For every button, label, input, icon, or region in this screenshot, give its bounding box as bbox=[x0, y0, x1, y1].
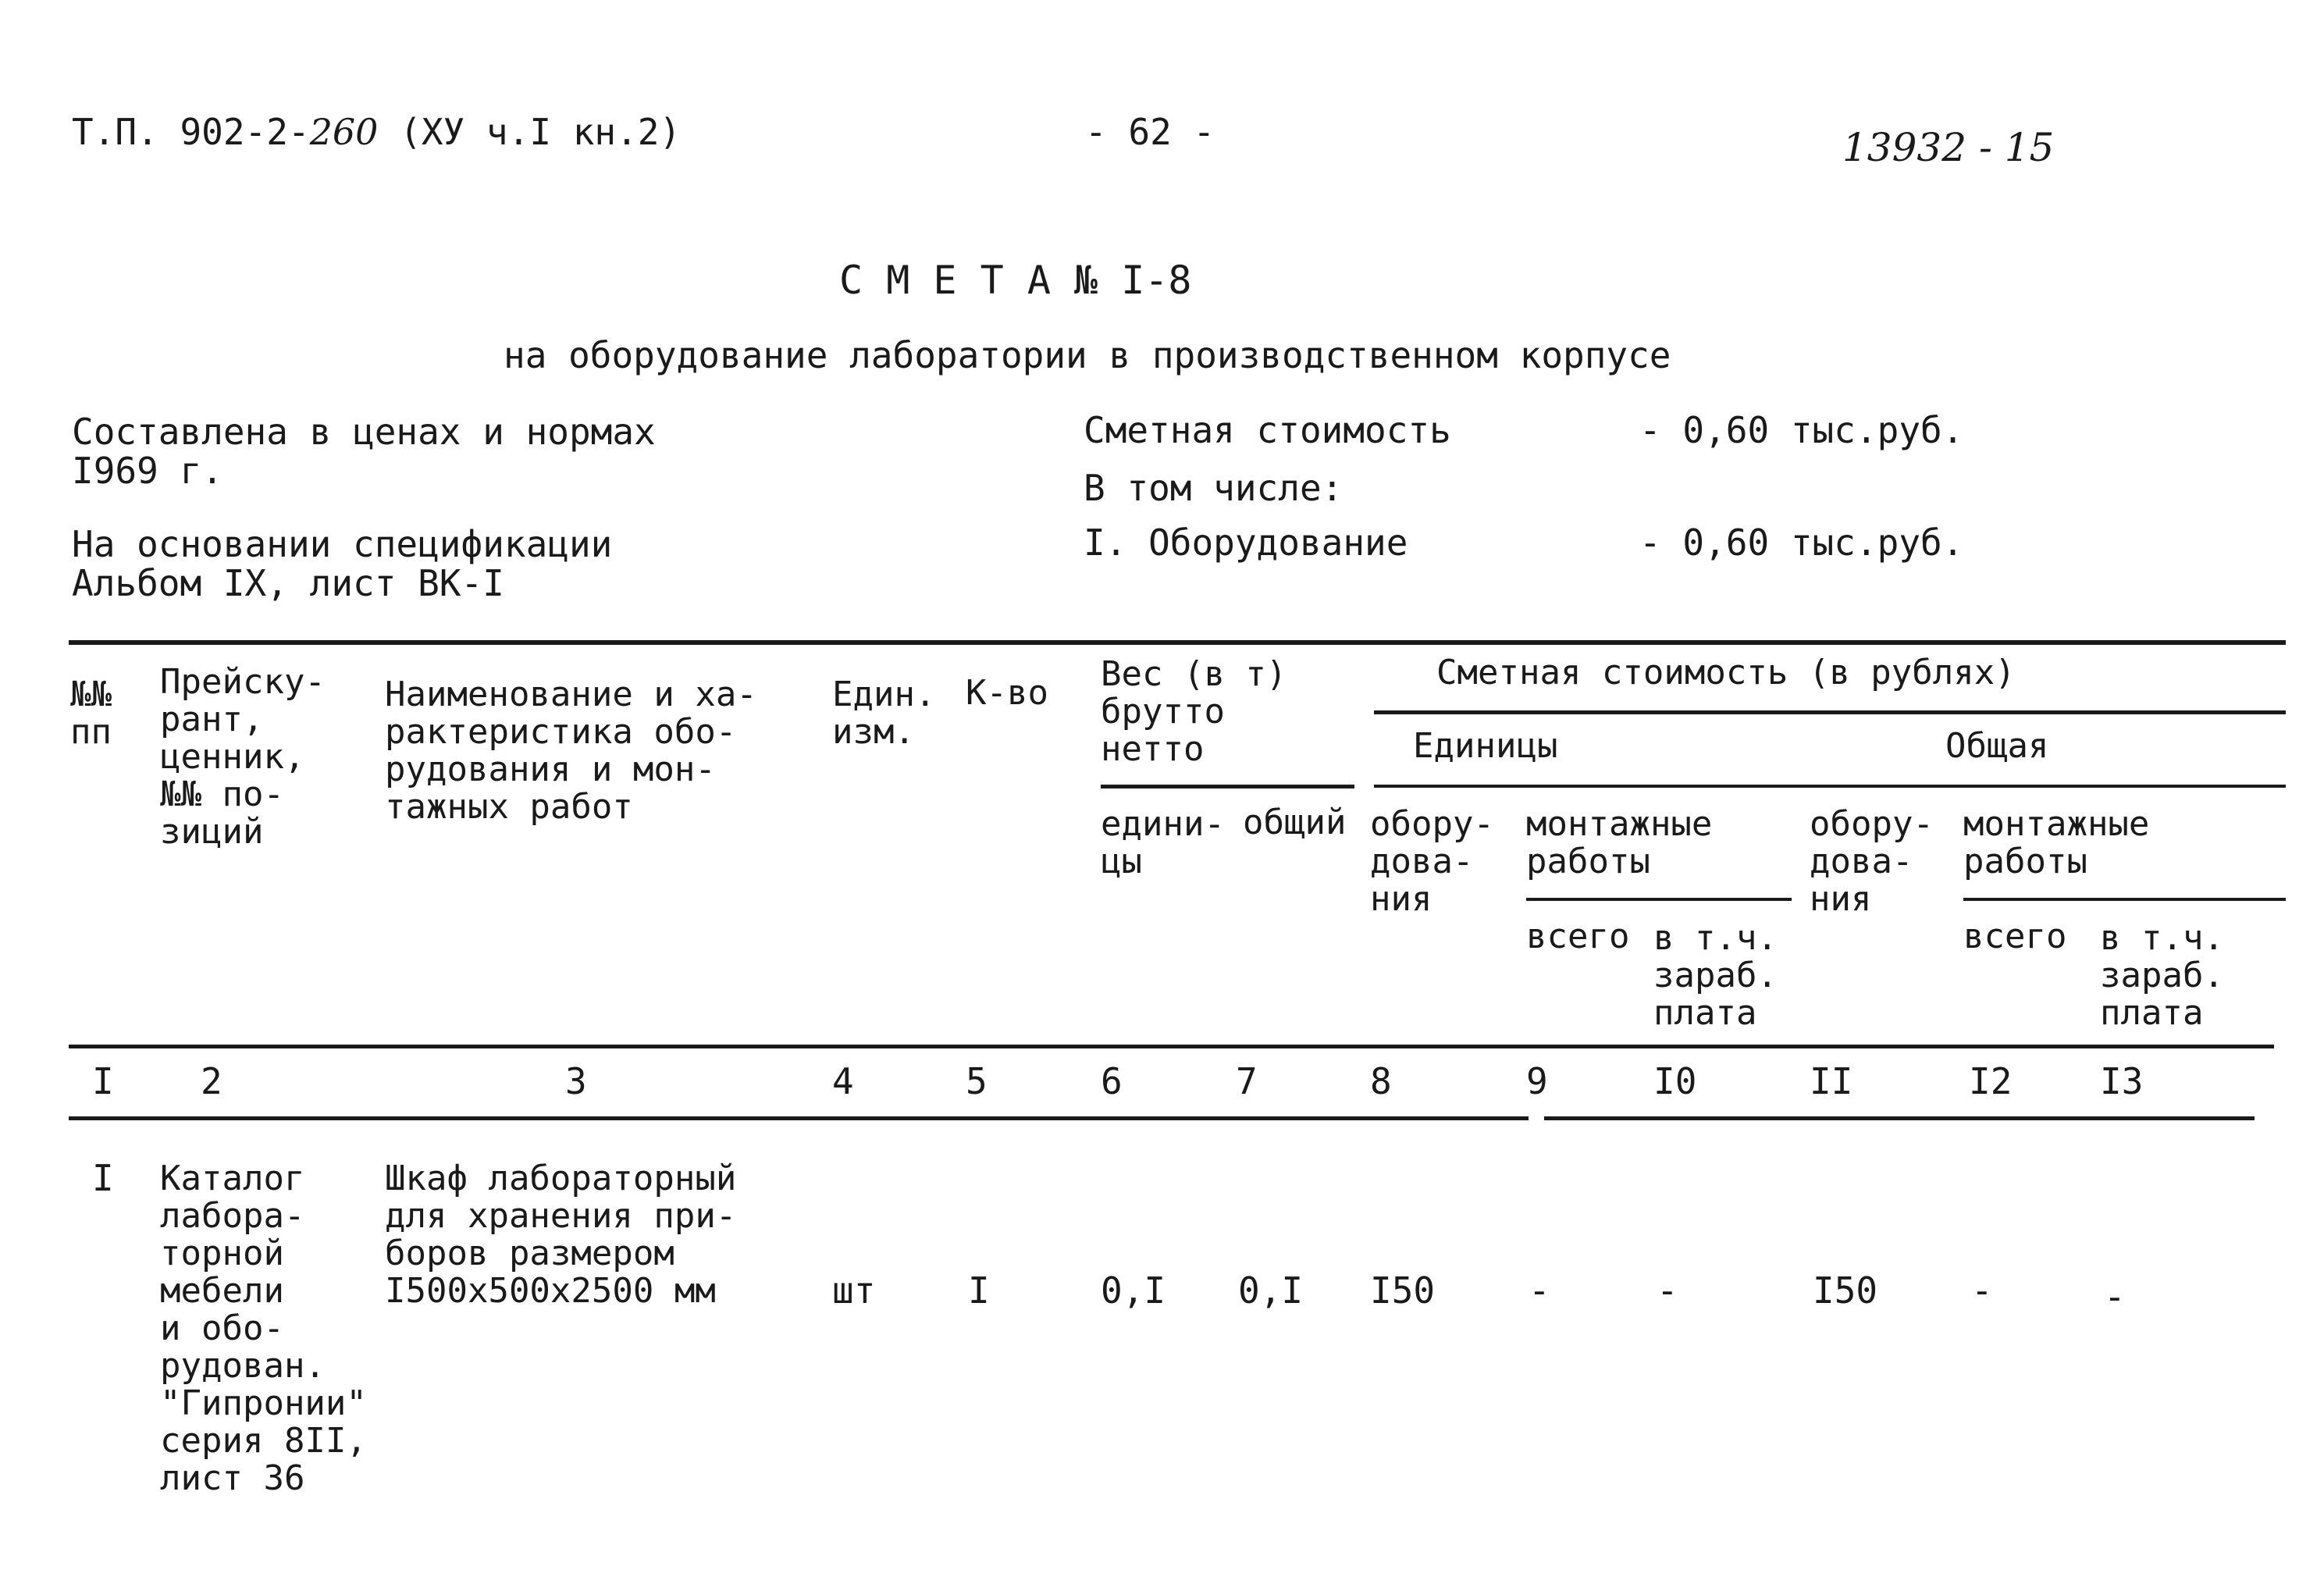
row-equipment-name: Шкаф лабораторный для хранения при- боров размером I500x500x2500 мм bbox=[385, 1159, 737, 1311]
prices-note: Составлена в ценах и нормах I969 г. bbox=[72, 411, 656, 492]
basis-note: На основании спецификации Альбом IX, лист ВК-I bbox=[72, 523, 613, 604]
equipment-cost-label: I. Оборудование bbox=[1084, 522, 1408, 564]
table-top-rule bbox=[69, 640, 2286, 645]
header-weight: Вес (в т) брутто нетто bbox=[1101, 654, 1287, 769]
column-number-11: II bbox=[1810, 1060, 1853, 1102]
column-number-9: 9 bbox=[1526, 1060, 1548, 1102]
header-unit-mounting-salary: в т.ч. зараб. плата bbox=[1653, 918, 1778, 1033]
row-number: I bbox=[92, 1157, 114, 1199]
header-quantity: К-во bbox=[966, 673, 1048, 713]
row-catalog: Каталог лабора- торной мебели и обо- рудован. "Гипронии" серия 8II, лист 36 bbox=[160, 1159, 367, 1498]
column-number-7: 7 bbox=[1236, 1060, 1258, 1102]
column-number-1: I bbox=[92, 1060, 114, 1102]
total-mounting-rule bbox=[1963, 898, 2286, 901]
column-number-3: 3 bbox=[565, 1060, 587, 1102]
header-unit-equipment: обору- дова- ния bbox=[1370, 804, 1494, 919]
header-catalog: Прейску- рант, ценник, №№ по- зиций bbox=[160, 662, 326, 852]
page-number: - 62 - bbox=[1085, 111, 1215, 153]
row-weight-unit: 0,I bbox=[1101, 1269, 1166, 1312]
estimate-cost-value: - 0,60 тыс.руб. bbox=[1639, 409, 1964, 451]
document-code bbox=[72, 111, 682, 153]
row-weight-total: 0,I bbox=[1238, 1269, 1304, 1312]
header-unit: Един. изм. bbox=[832, 675, 936, 752]
header-unit-mounting-all: всего bbox=[1526, 917, 1630, 956]
equipment-cost-value: - 0,60 тыс.руб. bbox=[1639, 522, 1964, 564]
archive-number: 13932 - 15 bbox=[1842, 125, 2055, 170]
header-unit-mounting: монтажные работы bbox=[1526, 804, 1713, 881]
estimate-cost-label: Сметная стоимость bbox=[1084, 409, 1451, 451]
row-total-mounting-salary: - bbox=[2104, 1276, 2126, 1318]
header-bottom-rule bbox=[69, 1045, 2274, 1048]
header-estimated-cost: Сметная стоимость (в рублях) bbox=[1436, 653, 2016, 692]
row-total-equipment-cost: I50 bbox=[1813, 1269, 1878, 1312]
header-total-mounting-all: всего bbox=[1963, 917, 2067, 956]
weight-header-rule bbox=[1101, 785, 1354, 788]
row-unit-equipment-cost: I50 bbox=[1370, 1269, 1436, 1312]
column-number-5: 5 bbox=[966, 1060, 988, 1102]
estimate-subtitle: на оборудование лаборатории в производственном корпусе bbox=[504, 334, 1671, 376]
column-number-10: I0 bbox=[1653, 1060, 1697, 1102]
document-code-prefix: Т.П. 902-2- bbox=[72, 111, 310, 153]
header-row-number: №№ пп bbox=[70, 675, 112, 752]
unit-mounting-rule bbox=[1526, 898, 1792, 901]
including-label: В том числе: bbox=[1084, 467, 1344, 509]
column-number-6: 6 bbox=[1101, 1060, 1123, 1102]
row-unit-mounting-all: - bbox=[1529, 1269, 1550, 1312]
column-numbers-rule-left bbox=[69, 1116, 1529, 1120]
column-numbers-rule-right bbox=[1544, 1116, 2255, 1120]
column-number-13: I3 bbox=[2100, 1060, 2144, 1102]
column-number-8: 8 bbox=[1370, 1060, 1392, 1102]
header-total-mounting-salary: в т.ч. зараб. плата bbox=[2100, 918, 2224, 1033]
document-code-number: 260 bbox=[309, 111, 379, 153]
row-total-mounting-all: - bbox=[1971, 1269, 1993, 1312]
column-number-4: 4 bbox=[832, 1060, 854, 1102]
row-quantity: I bbox=[968, 1269, 990, 1312]
header-total-group: Общая bbox=[1945, 726, 2049, 766]
cost-header-rule bbox=[1374, 710, 2286, 714]
header-name: Наименование и ха- рактеристика обо- рудования и мон- тажных работ bbox=[385, 675, 757, 827]
column-number-12: I2 bbox=[1969, 1060, 2013, 1102]
row-unit-mounting-salary: - bbox=[1657, 1269, 1678, 1312]
unit-total-rule bbox=[1374, 785, 2286, 788]
column-number-2: 2 bbox=[201, 1060, 222, 1102]
header-total-mounting: монтажные работы bbox=[1963, 804, 2150, 881]
header-total-equipment: обору- дова- ния bbox=[1810, 804, 1934, 919]
row-unit: шт bbox=[832, 1269, 876, 1312]
header-unit-group: Единицы bbox=[1413, 726, 1558, 766]
header-weight-unit: едини- цы bbox=[1101, 804, 1225, 881]
document-code-suffix: (ХУ ч.I кн.2) bbox=[400, 111, 682, 153]
header-weight-total: общий bbox=[1243, 803, 1347, 842]
estimate-title: С М Е Т А № I-8 bbox=[839, 258, 1192, 303]
